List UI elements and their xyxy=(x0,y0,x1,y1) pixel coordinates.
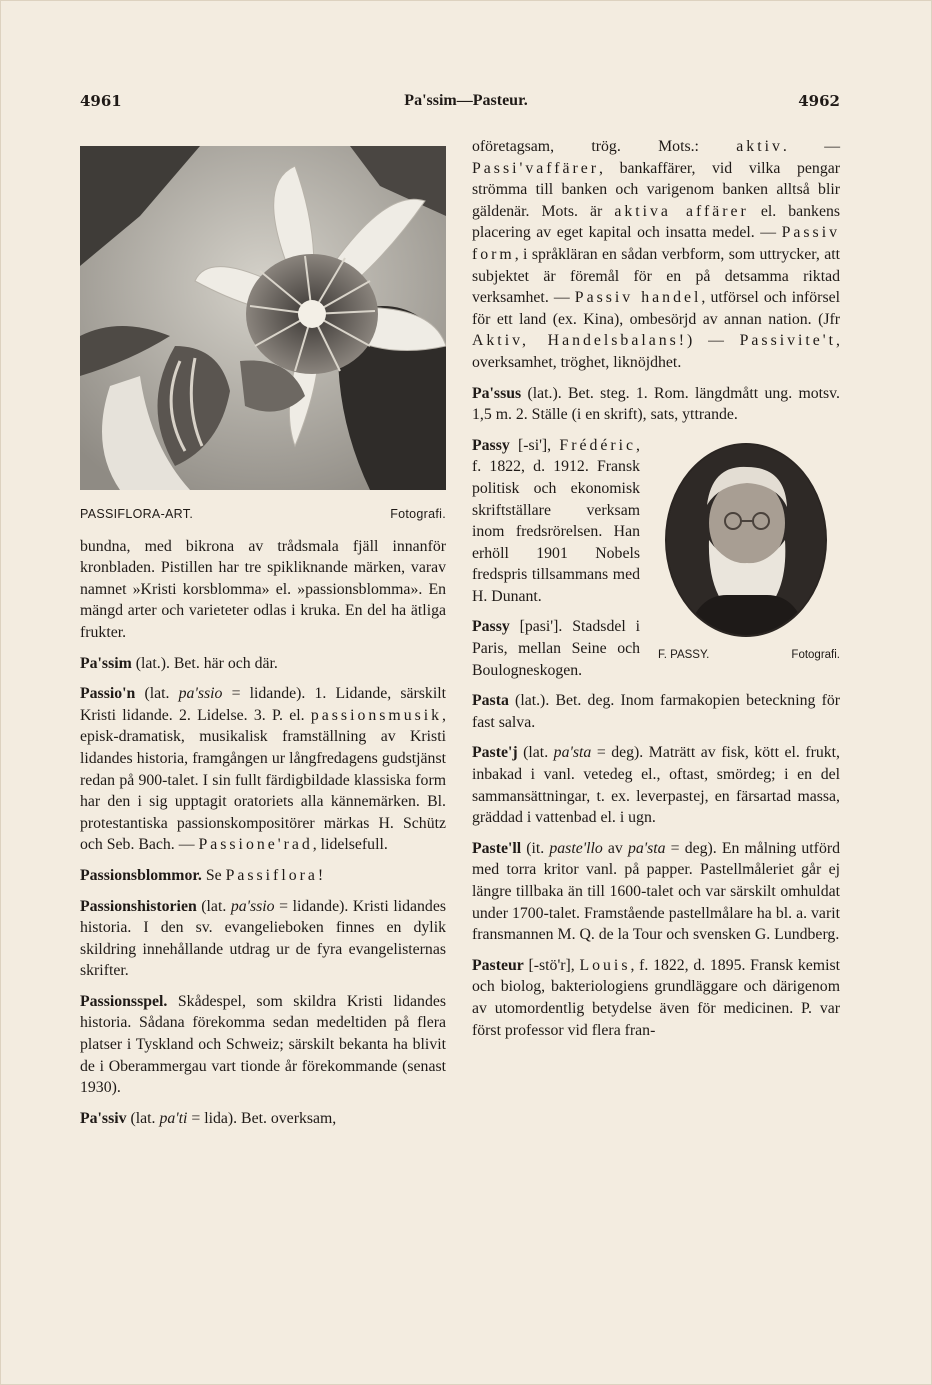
headword: Passionshistorien xyxy=(80,897,197,915)
portrait-caption xyxy=(652,645,840,667)
right-column xyxy=(472,136,840,1050)
entry-passionsblommor: Passionsblommor. Se Passiflora! xyxy=(80,866,327,884)
entry-passy-frederic: F. PASSY. Fotografi. Passy [-si'], Frédéric, f. 1822, d. 1912. Fransk politisk och ekonomisk skriftställare verksam inom fredsrörelsen. Han erhöll 1901 Nobels fredspris tillsammans med H. Dunant. xyxy=(472,435,840,608)
entry-passionshistorien: Passionshistorien (lat. pa'ssio = lidande). Kristi lidandes historia. I den sv. evangelieboken finnes en dylik skildring innehållande utdrag ur de fyra evangelisternas skrifter. xyxy=(80,897,446,980)
headword: Passionsspel. xyxy=(80,992,168,1010)
entry-pasteur: Pasteur [-stö'r], Louis, f. 1822, d. 1895. Fransk kemist och biolog, bakteriologiens grundläggare och därigenom av utomordentlig betydelse även för medicinen. P. var först professor vid flera fran- xyxy=(472,956,840,1039)
headword: Passionsblommor. xyxy=(80,866,202,884)
entry-pastell: Paste'll (it. paste'llo av pa'sta = deg). En målning utförd med torra kritor vanl. på papper. Pastellmåleriet går ej längre tillbaka än till 1600-talet och var särskilt omhuldat under 1700-talet. Framstående pastellmålare ha bl. a. varit fransmannen M. Q. de la Tour och svensken G. Lundberg. xyxy=(472,839,841,944)
page-number-right: 4962 xyxy=(798,92,840,110)
entry-passy-district: Passy [pasi']. Stadsdel i Paris, mellan Seine och Boulogneskogen. xyxy=(472,618,640,679)
headword: Paste'll xyxy=(472,839,522,857)
headword: Passio'n xyxy=(80,685,136,703)
portrait-caption-title: F. PASSY. xyxy=(658,648,710,661)
left-column xyxy=(80,136,446,1138)
entry-pasta: Pasta (lat.). Bet. deg. Inom farmakopien beteckning för fast salva. xyxy=(472,692,840,731)
headword: Pasta xyxy=(472,692,509,710)
entry-passiv: Pa'ssiv (lat. pa'ti = lida). Bet. overksam, xyxy=(80,1109,337,1127)
entry-passim: Pa'ssim (lat.). Bet. här och där. xyxy=(80,654,278,672)
portrait-caption-credit: Fotografi. xyxy=(791,648,840,661)
entry-passiv-continued: oföretagsam, trög. Mots.: aktiv. — Passi'vaffärer, bankaffärer, vid vilka pengar strömma till banken och varigenom banken alltså blir gäldenär. Mots. är aktiva affärer el. bankens placering av eget kapital och insatta medel. — Passiv form, i språkläran en sådan verbform, som uttrycker, att subjektet är föremål för en på detsamma riktad verksamhet. — Passiv handel, utförsel och införsel för ett land (ex. Kina), ombesörjd av annan nation. (Jfr Aktiv, Handelsbalans!) — Passivite't, overksamhet, tröghet, liknöjdhet. xyxy=(472,138,841,371)
headword: Passy xyxy=(472,618,510,636)
page-number-left: 4961 xyxy=(80,92,122,110)
figure-caption-credit: Fotografi. xyxy=(390,507,446,521)
passy-portrait xyxy=(665,443,827,637)
headword: Paste'j xyxy=(472,744,518,762)
passiflora-photo xyxy=(80,146,446,490)
entry-passion: Passio'n (lat. pa'ssio = lidande). 1. Lidande, särskilt Kristi lidande. 2. Lidelse. 3. P. el. passionsmusik, episk-dramatisk, musikalisk framställning av Kristi lidandes historia, framgången ur långfredagens gudstjänst redan på 900-talet. I sin fullt färdigbildade klassiska form har den i sig upptagit oratoriets alla kännemärken. Bl. protestantiska passionskompositörer märkas H. Schütz och Seb. Bach. — Passione'rad, lidelsefull. xyxy=(80,685,447,854)
figure-caption xyxy=(80,504,446,526)
entry-passus: Pa'ssus (lat.). Bet. steg. 1. Rom. längdmått ung. motsv. 1,5 m. 2. Ställe (i en skrift), sats, yttrande. xyxy=(472,384,840,424)
headword: Pa'ssim xyxy=(80,654,132,672)
running-head: Pa'ssim—Pasteur. xyxy=(404,92,528,109)
paragraph-intro: bundna, med bikrona av trådsmala fjäll innanför kronbladen. Pistillen har tre spikliknande märken, varav namnet »Kristi korsblomma» el. »passionsblomma». En mängd arter och varieteter odlas i kruka. En del ha ätliga frukter. xyxy=(80,537,446,641)
headword: Passy xyxy=(472,436,510,454)
headword: Pasteur xyxy=(472,956,524,974)
headword: Pa'ssiv xyxy=(80,1109,127,1127)
entry-passionsspel: Passionsspel. Skådespel, som skildra Kristi lidandes historia. Sådana förekomma sedan medeltiden på flera platser i Tyskland och Schweiz; särskilt bekanta ha blivit de i Oberammergau vart tionde år förekommande (senast 1930). xyxy=(80,992,446,1097)
headword: Pa'ssus xyxy=(472,384,522,402)
portrait-figure xyxy=(652,443,840,667)
entry-pastej: Paste'j (lat. pa'sta = deg). Maträtt av fisk, kött el. frukt, inbakad i vanl. vetedeg el., oftast, smördeg; i en del sammansättningar, t. ex. leverpastej, en färsartad massa, gräddad i vattenbad el. i ugn. xyxy=(472,744,840,827)
figure-caption-title: PASSIFLORA-ART. xyxy=(80,507,194,521)
